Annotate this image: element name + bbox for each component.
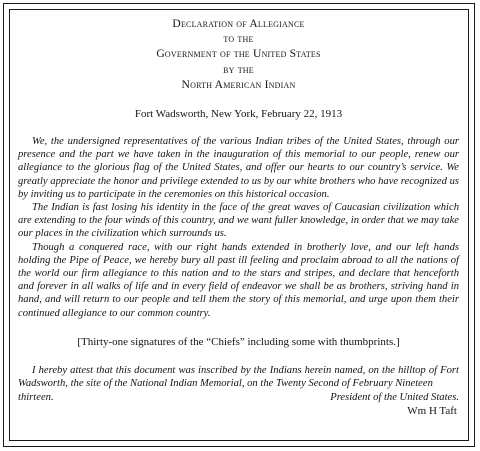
document-content	[18, 16, 459, 417]
paragraph-1: We, the undersigned representatives of the various Indian tribes of the United States, through our presence and the part we have taken in the inauguration of this memorial to our people, renew our allegiance to the glorious flag of the United States, and offer our hearts to our country’s service. We greatly appreciate the honor and privilege extended to us by our white brothers who have recognized us by inviting us to participate in the ceremonies on this historical occasion.	[18, 136, 459, 200]
declaration-body	[18, 135, 459, 320]
signer-name: Wm H Taft	[407, 405, 457, 418]
title-line-5: North American Indian	[181, 77, 296, 91]
document-title	[18, 16, 459, 92]
paragraph-3: Though a conquered race, with our right hands extended in brotherly love, and our left hands holding the Pipe of Peace, we hereby bury all past ill feeling and proclaim abroad to all the nations of the world our firm allegiance to this nation and to the stars and stripes, and declare that henceforth and forever in all walks of life and in every field of endeavor we shall be as brothers, striving hand in hand, and will return to our people and tell them the story of this memorial, and urge upon them their continued allegiance to our common country.	[18, 241, 459, 319]
title-line-4: by the	[223, 62, 254, 76]
attestation-signer-title: President of the United States.	[330, 391, 459, 403]
signatures-note: [Thirty-one signatures of the “Chiefs” including some with thumbprints.]	[77, 335, 400, 348]
attestation-last-line	[18, 391, 459, 404]
title-line-3: Government of the United States	[156, 47, 321, 61]
title-line-2: to the	[223, 32, 254, 46]
paragraph-2: The Indian is fast losing his identity in the face of the great waves of Caucasian civilization which are extending to the four winds of this country, and we want fuller knowledge, in order that we may take our places in the civilization which surrounds us.	[18, 202, 459, 240]
attestation-text: I hereby attest that this document was inscribed by the Indians herein named, on the hilltop of Fort Wadsworth, the site of the National Indian Memorial, on the Twenty Second of February Nineteen	[18, 364, 459, 390]
attestation-last-word: thirteen.	[18, 391, 54, 403]
place-and-date: Fort Wadsworth, New York, February 22, 1913	[134, 108, 343, 121]
title-line-1: Declaration of Allegiance	[172, 17, 305, 30]
attestation	[18, 364, 459, 404]
